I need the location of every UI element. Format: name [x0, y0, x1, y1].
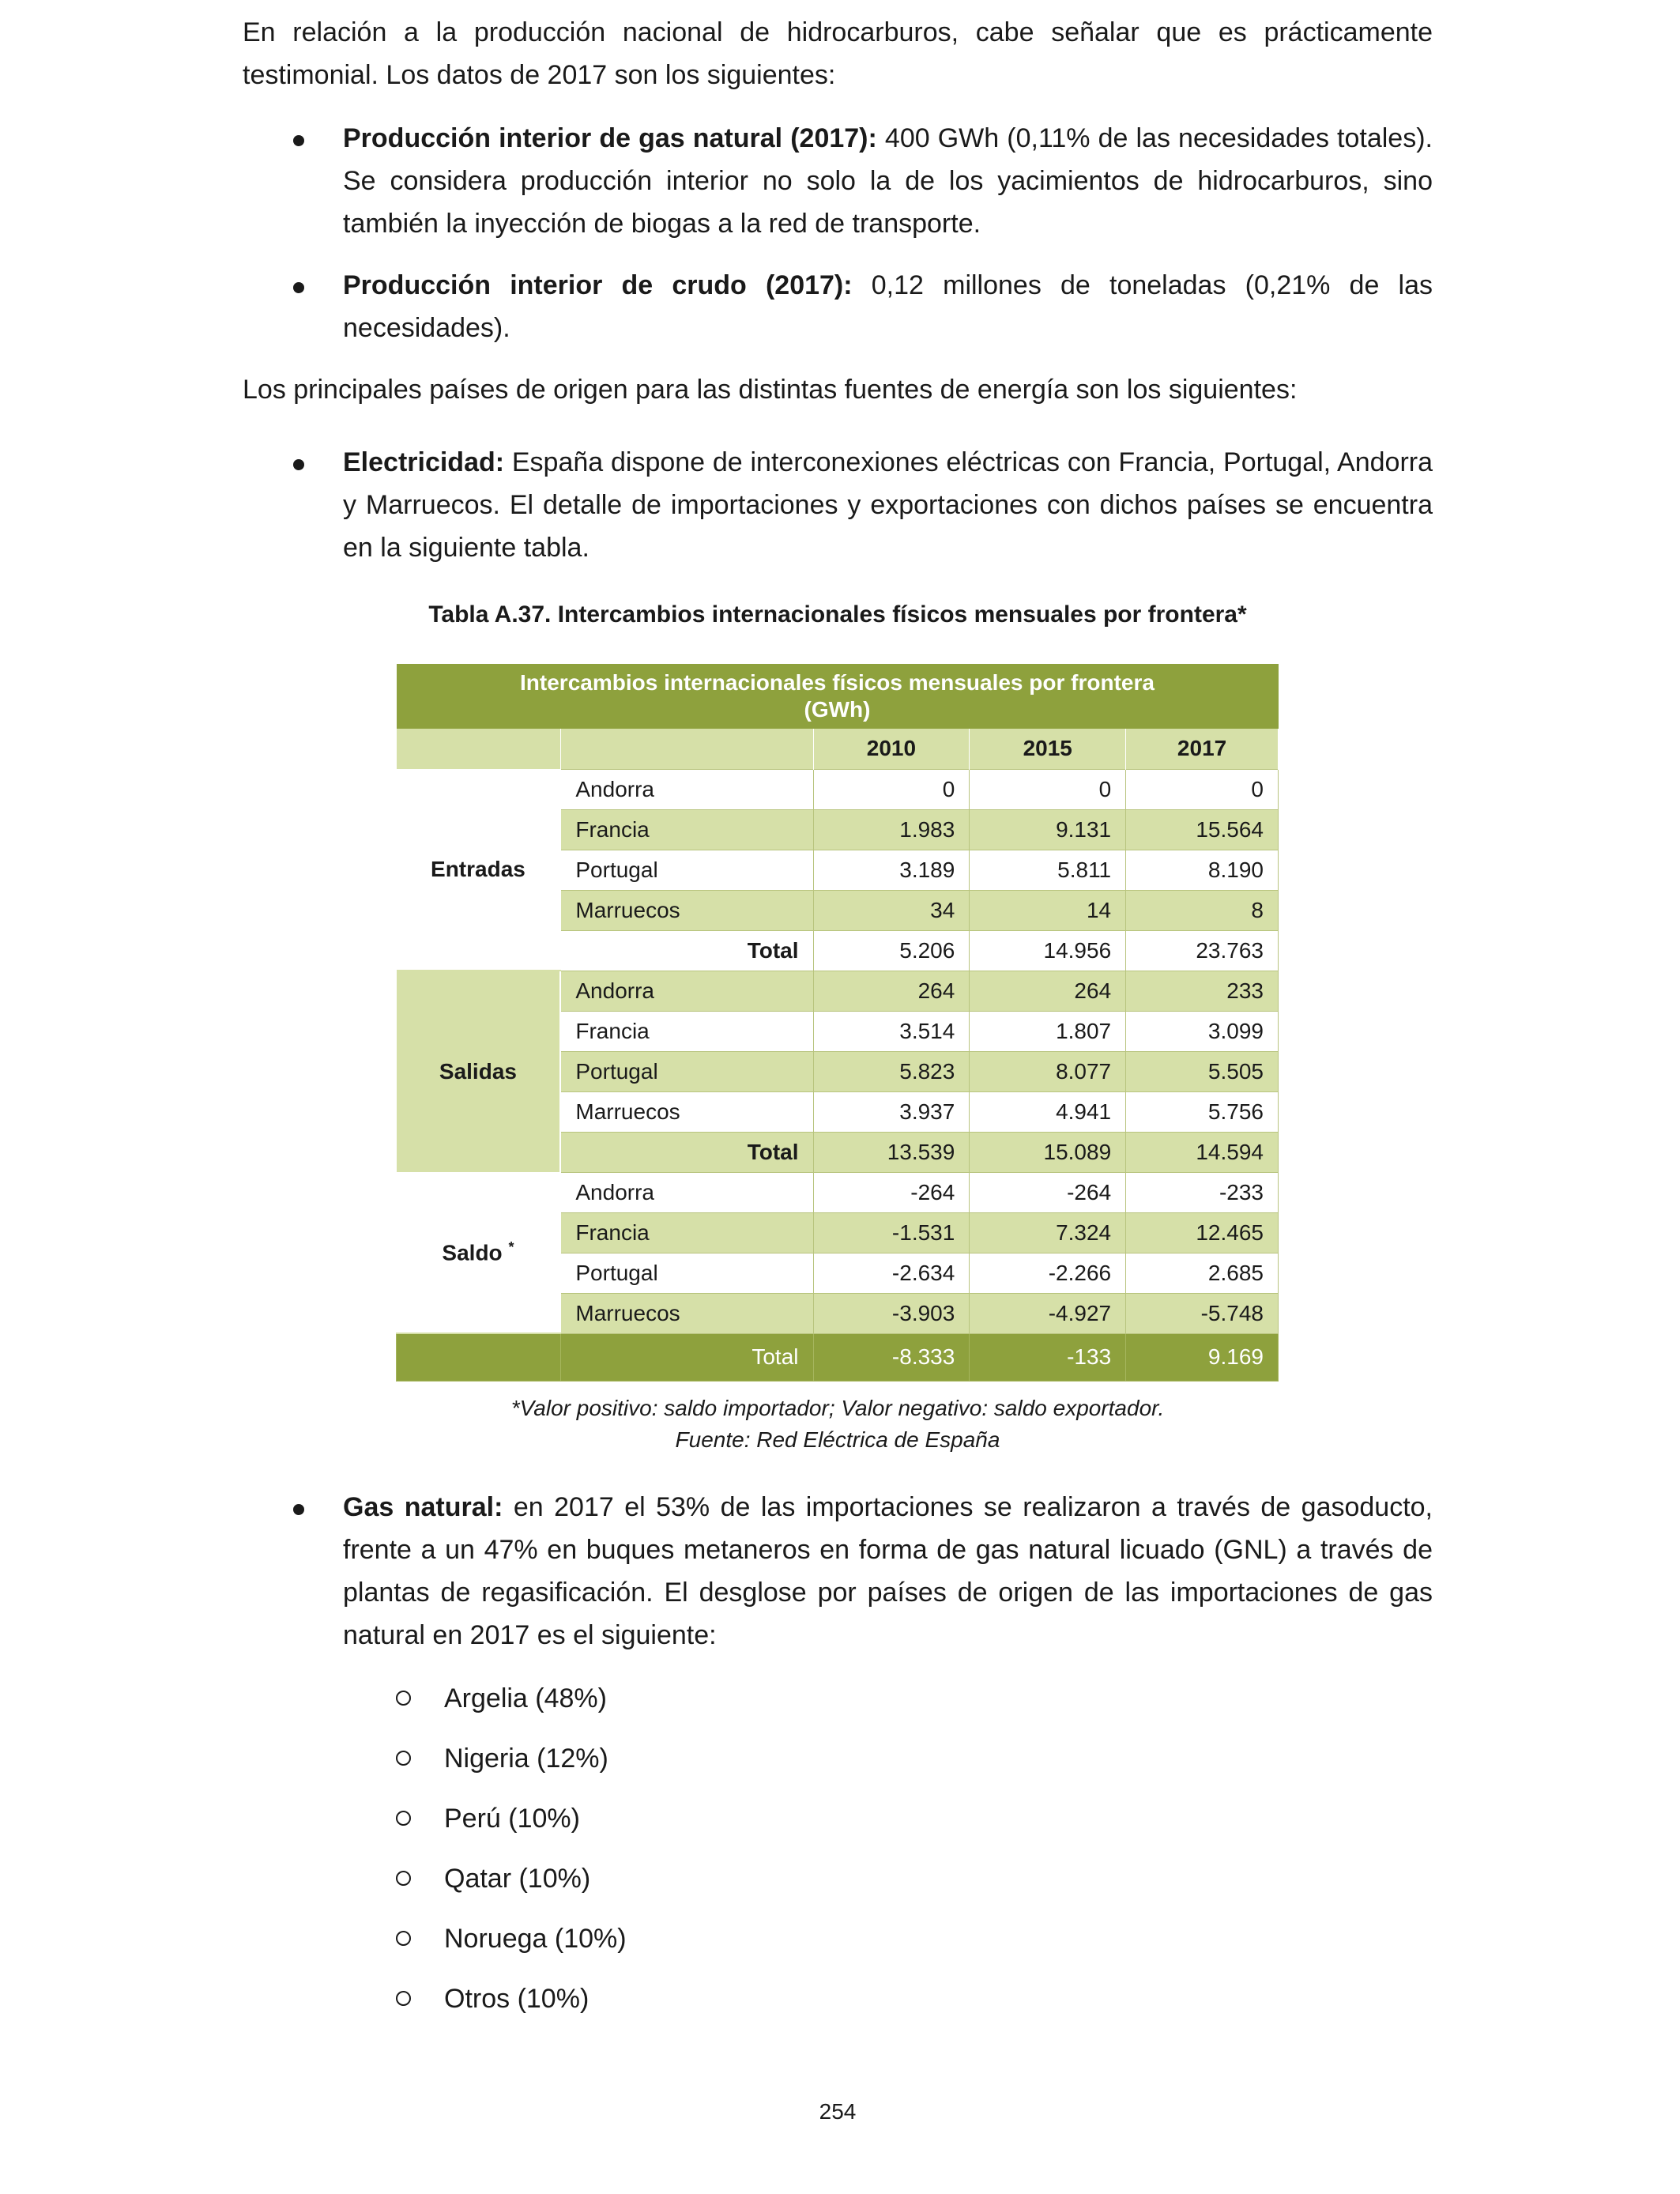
origin-item: Perú (10%) — [444, 1804, 580, 1834]
bullet-icon — [293, 459, 304, 470]
circle-bullet-icon — [396, 1991, 411, 2006]
total-cell: 14.594 — [1126, 1132, 1279, 1172]
final-blank-cell — [397, 1333, 561, 1381]
value-cell: -264 — [970, 1172, 1126, 1212]
country-cell: Andorra — [560, 769, 813, 809]
value-cell: 2.685 — [1126, 1253, 1279, 1293]
value-cell: 3.937 — [813, 1091, 970, 1132]
value-cell: 9.131 — [970, 809, 1126, 850]
country-cell: Francia — [560, 1212, 813, 1253]
page-number: 254 — [819, 2099, 857, 2124]
value-cell: -3.903 — [813, 1293, 970, 1333]
country-cell: Marruecos — [560, 1293, 813, 1333]
table-row — [397, 769, 1279, 809]
value-cell: 14 — [970, 890, 1126, 930]
origin-item: Argelia (48%) — [444, 1683, 607, 1713]
table-header — [397, 664, 1279, 729]
circle-bullet-icon — [396, 1871, 411, 1886]
exchange-table — [396, 664, 1279, 1382]
group-label-saldo-text: Saldo — [442, 1240, 503, 1265]
circle-bullet-icon — [396, 1691, 411, 1706]
group-label-salidas: Salidas — [397, 971, 561, 1172]
value-cell: -233 — [1126, 1172, 1279, 1212]
table-header-unit: (GWh) — [804, 697, 871, 722]
total-label: Total — [560, 1333, 813, 1381]
bullet-gas-production — [243, 117, 1433, 245]
intro-paragraph: En relación a la producción nacional de hidrocarburos, cabe señalar que es prácticamente testimonial. Los datos de 2017 son los siguientes: — [243, 17, 1433, 90]
value-cell: 7.324 — [970, 1212, 1126, 1253]
country-cell: Francia — [560, 809, 813, 850]
value-cell: 233 — [1126, 971, 1279, 1011]
value-cell: -2.266 — [970, 1253, 1126, 1293]
header-blank-cell — [560, 729, 813, 769]
value-cell: 1.983 — [813, 809, 970, 850]
value-cell: 3.514 — [813, 1011, 970, 1051]
table-header-title: Intercambios internacionales físicos mensuales por frontera — [520, 670, 1155, 695]
value-cell: 15.564 — [1126, 809, 1279, 850]
bullet-label: Producción interior de crudo (2017): — [343, 270, 853, 300]
total-row-final — [397, 1333, 1279, 1381]
bullet-icon — [293, 135, 304, 146]
bullet-label: Gas natural: — [343, 1492, 503, 1522]
circle-bullet-icon — [396, 1751, 411, 1766]
origin-item: Nigeria (12%) — [444, 1744, 608, 1774]
bullet-label: Producción interior de gas natural (2017): — [343, 123, 877, 153]
total-label: Total — [560, 1132, 813, 1172]
total-cell: 5.206 — [813, 930, 970, 971]
bullet-crude-production — [243, 264, 1433, 349]
year-header: 2010 — [813, 729, 970, 769]
value-cell: 264 — [970, 971, 1126, 1011]
value-cell: 8 — [1126, 890, 1279, 930]
country-cell: Francia — [560, 1011, 813, 1051]
group-label-entradas: Entradas — [397, 769, 561, 971]
table-source: Fuente: Red Eléctrica de España — [675, 1427, 1000, 1452]
value-cell: -4.927 — [970, 1293, 1126, 1333]
bullet-natural-gas — [243, 1486, 1433, 1657]
value-cell: 8.190 — [1126, 850, 1279, 890]
country-cell: Andorra — [560, 1172, 813, 1212]
value-cell: -2.634 — [813, 1253, 970, 1293]
origin-intro-paragraph: Los principales países de origen para las distintas fuentes de energía son los siguientes: — [243, 375, 1298, 405]
origin-item: Qatar (10%) — [444, 1864, 591, 1894]
group-label-saldo — [397, 1172, 561, 1333]
value-cell: 3.189 — [813, 850, 970, 890]
value-cell: 12.465 — [1126, 1212, 1279, 1253]
value-cell: 0 — [1126, 769, 1279, 809]
country-cell: Portugal — [560, 1051, 813, 1091]
country-cell: Marruecos — [560, 890, 813, 930]
total-label: Total — [560, 930, 813, 971]
total-cell: 9.169 — [1126, 1333, 1279, 1381]
table-note: *Valor positivo: saldo importador; Valor negativo: saldo exportador. — [510, 1396, 1165, 1420]
country-cell: Portugal — [560, 850, 813, 890]
value-cell: 5.756 — [1126, 1091, 1279, 1132]
value-cell: 0 — [970, 769, 1126, 809]
value-cell: -264 — [813, 1172, 970, 1212]
origin-item: Otros (10%) — [444, 1984, 590, 2014]
value-cell: 5.823 — [813, 1051, 970, 1091]
table-row — [397, 1172, 1279, 1212]
origin-item: Noruega (10%) — [444, 1924, 627, 1954]
value-cell: -5.748 — [1126, 1293, 1279, 1333]
circle-bullet-icon — [396, 1931, 411, 1946]
bullet-text: 0,12 millones de toneladas (0,21% de las necesidades). — [343, 270, 1433, 343]
country-cell: Marruecos — [560, 1091, 813, 1132]
circle-bullet-icon — [396, 1811, 411, 1826]
value-cell: 264 — [813, 971, 970, 1011]
bullet-text: España dispone de interconexiones eléctricas con Francia, Portugal, Andorra y Marruecos. El detalle de importaciones y exportaciones con dichos países se encuentra en la siguiente tabla. — [343, 447, 1433, 563]
total-cell: -133 — [970, 1333, 1126, 1381]
bullet-text: 400 GWh (0,11% de las necesidades totales). Se considera producción interior no solo la de los yacimientos de hidrocarburos, sino también la inyección de biogas a la red de transporte. — [343, 123, 1433, 239]
value-cell: 5.505 — [1126, 1051, 1279, 1091]
header-blank-cell — [397, 729, 561, 769]
bullet-electricity — [243, 441, 1433, 569]
value-cell: 5.811 — [970, 850, 1126, 890]
value-cell: 8.077 — [970, 1051, 1126, 1091]
footnote-mark: * — [508, 1238, 514, 1255]
value-cell: 3.099 — [1126, 1011, 1279, 1051]
table-caption: Tabla A.37. Intercambios internacionales físicos mensuales por frontera* — [428, 601, 1247, 628]
total-cell: 23.763 — [1126, 930, 1279, 971]
year-header: 2015 — [970, 729, 1126, 769]
total-cell: -8.333 — [813, 1333, 970, 1381]
bullet-label: Electricidad: — [343, 447, 505, 477]
country-cell: Portugal — [560, 1253, 813, 1293]
bullet-icon — [293, 282, 304, 293]
value-cell: 1.807 — [970, 1011, 1126, 1051]
table-row — [397, 971, 1279, 1011]
year-header: 2017 — [1126, 729, 1279, 769]
value-cell: 4.941 — [970, 1091, 1126, 1132]
bullet-icon — [293, 1504, 304, 1515]
value-cell: -1.531 — [813, 1212, 970, 1253]
bullet-text: en 2017 el 53% de las importaciones se realizaron a través de gasoducto, frente a un 47% en buques metaneros en forma de gas natural licuado (GNL) a través de plantas de regasificación. El desglose por países de origen de las importaciones de gas natural en 2017 es el siguiente: — [343, 1492, 1433, 1650]
country-cell: Andorra — [560, 971, 813, 1011]
value-cell: 34 — [813, 890, 970, 930]
total-cell: 13.539 — [813, 1132, 970, 1172]
total-cell: 15.089 — [970, 1132, 1126, 1172]
value-cell: 0 — [813, 769, 970, 809]
total-cell: 14.956 — [970, 930, 1126, 971]
